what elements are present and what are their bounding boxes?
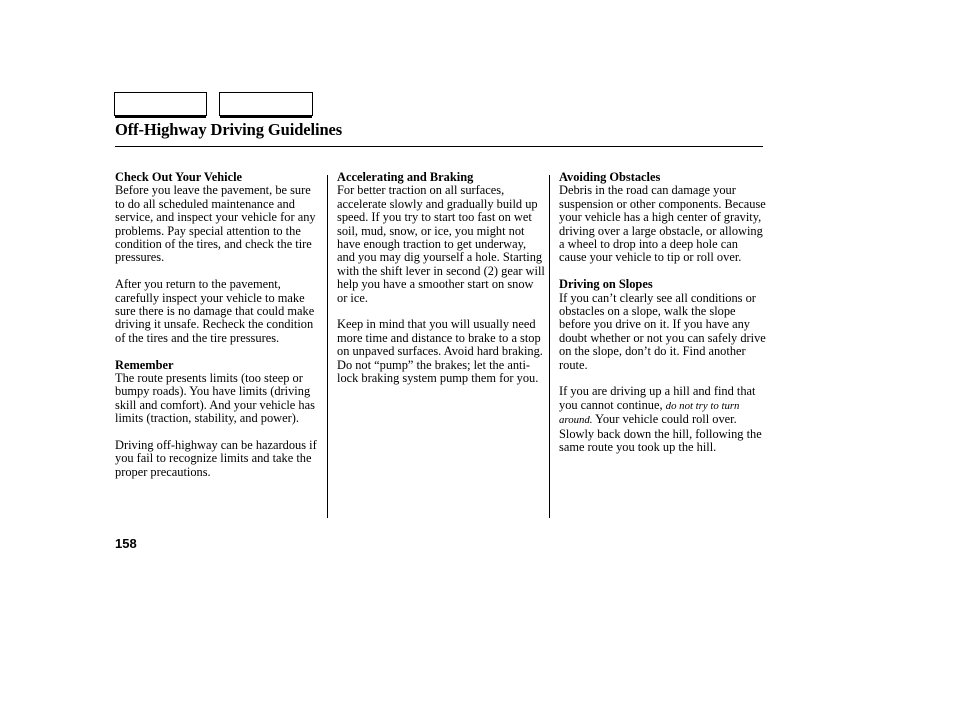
column-2 xyxy=(337,171,545,385)
paragraph: Driving off-highway can be hazardous if you fail to recognize limits and take the proper precautions. xyxy=(115,438,317,479)
paragraph-text: If you are driving up a hill and find that you cannot continue, xyxy=(559,384,756,412)
heading-avoiding-obstacles: Avoiding Obstacles xyxy=(559,170,661,184)
paragraph: Keep in mind that you will usually need more time and distance to brake to a stop on unpaved surfaces. Avoid hard braking. Do not “pump” the brakes; let the anti-lock braking system pump them for you. xyxy=(337,317,543,386)
paragraph xyxy=(559,385,767,454)
title-rule xyxy=(115,146,763,147)
paragraph: If you can’t clearly see all conditions or obstacles on a slope, walk the slope before you drive on it. If you have any doubt whether or not you can safely drive on the slope, don’t do it. Find another route. xyxy=(559,290,766,372)
page-title: Off-Highway Driving Guidelines xyxy=(115,120,343,139)
heading-driving-on-slopes: Driving on Slopes xyxy=(559,277,653,292)
section-tab-1 xyxy=(114,92,207,116)
paragraph: The route presents limits (too steep or bumpy roads). You have limits (driving skill and comfort). And your vehicle has limits (traction, stability, and power). xyxy=(115,371,315,426)
column-3 xyxy=(559,171,767,455)
paragraph: Debris in the road can damage your suspension or other components. Because your vehicle has a high center of gravity, driving over a large obstacle, or allowing a wheel to drop into a deep hole can cause your vehicle to tip or roll over. xyxy=(559,183,766,265)
italic-warning: do not try to turn around. xyxy=(559,399,740,427)
paragraph: For better traction on all surfaces, accelerate slowly and gradually build up speed. If you try to start too fast on wet soil, mud, snow, or ice, you might not have enough traction to get underway, and you may dig yourself a hole. Starting with the shift lever in second (2) gear will help you have a smoother start on snow or ice. xyxy=(337,183,545,305)
heading-remember: Remember xyxy=(115,357,174,372)
heading-accelerating-braking: Accelerating and Braking xyxy=(337,170,474,184)
column-divider xyxy=(327,175,328,518)
column-divider xyxy=(549,175,550,518)
paragraph: After you return to the pavement, carefully inspect your vehicle to make sure there is no damage that could make driving it unsafe. Recheck the condition of the tires and the tire pressures. xyxy=(115,277,315,345)
page-number: 158 xyxy=(115,536,137,551)
section-tab-2 xyxy=(219,92,313,116)
paragraph-text: Your vehicle could roll over. Slowly back down the hill, following the same route you took up the hill. xyxy=(559,412,762,455)
column-1 xyxy=(115,171,323,479)
paragraph: Before you leave the pavement, be sure to do all scheduled maintenance and service, and inspect your vehicle for any problems. Pay special attention to the condition of the tires, and check the tire pressures. xyxy=(115,183,316,265)
heading-check-out-vehicle: Check Out Your Vehicle xyxy=(115,170,243,184)
